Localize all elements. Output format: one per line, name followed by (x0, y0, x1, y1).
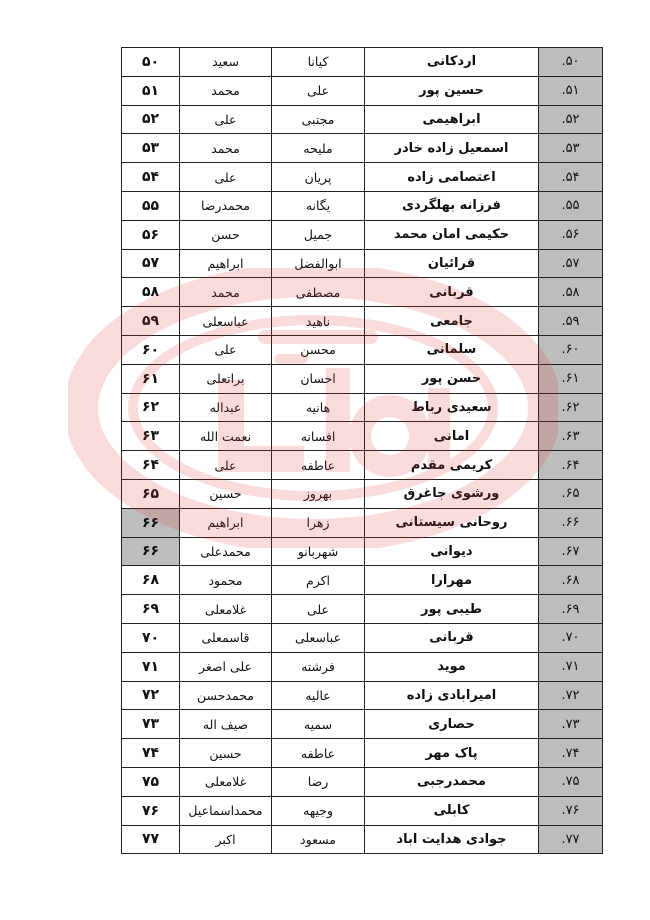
father-name-cell: علی (180, 105, 272, 134)
father-name-cell: محمد (180, 134, 272, 163)
table-row (122, 364, 603, 393)
row-number-badge: ۷۷ (122, 825, 180, 854)
father-name-cell: قاسمعلی (180, 623, 272, 652)
table-row (122, 249, 603, 278)
table-row (122, 739, 603, 768)
row-number-badge: ۵۷ (122, 249, 180, 278)
family-name-cell: قربانی (365, 623, 539, 652)
family-name-cell: امیرابادی زاده (365, 681, 539, 710)
row-number-badge: ۶۸ (122, 566, 180, 595)
family-name-cell: جامعی (365, 307, 539, 336)
family-name-cell: حکیمی امان محمد (365, 220, 539, 249)
first-name-cell: پریان (272, 163, 365, 192)
table-row (122, 825, 603, 854)
first-name-cell: عباسعلی (272, 623, 365, 652)
row-index-cell: ۷۷. (539, 825, 603, 854)
row-number-badge: ۷۳ (122, 710, 180, 739)
row-index-cell: ۷۱. (539, 652, 603, 681)
table-row (122, 335, 603, 364)
row-index-cell: ۵۱. (539, 76, 603, 105)
first-name-cell: مجتبی (272, 105, 365, 134)
family-name-cell: اردکانی (365, 48, 539, 77)
father-name-cell: غلامعلی (180, 595, 272, 624)
first-name-cell: شهربانو (272, 537, 365, 566)
father-name-cell: محمدعلی (180, 537, 272, 566)
row-index-cell: ۵۰. (539, 48, 603, 77)
family-name-cell: کریمی مقدم (365, 451, 539, 480)
row-index-cell: ۶۱. (539, 364, 603, 393)
table-row (122, 134, 603, 163)
row-index-cell: ۵۶. (539, 220, 603, 249)
row-index-cell: ۵۷. (539, 249, 603, 278)
family-name-cell: موید (365, 652, 539, 681)
family-name-cell: حصاری (365, 710, 539, 739)
family-name-cell: سلمانی (365, 335, 539, 364)
father-name-cell: علی اصغر (180, 652, 272, 681)
first-name-cell: ملیحه (272, 134, 365, 163)
father-name-cell: سعید (180, 48, 272, 77)
row-index-cell: ۷۶. (539, 796, 603, 825)
row-number-badge: ۶۰ (122, 335, 180, 364)
table-row (122, 652, 603, 681)
family-name-cell: روحانی سیستانی (365, 508, 539, 537)
table-row (122, 623, 603, 652)
father-name-cell: علی (180, 451, 272, 480)
father-name-cell: غلامعلی (180, 767, 272, 796)
father-name-cell: نعمت الله (180, 422, 272, 451)
father-name-cell: اکبر (180, 825, 272, 854)
first-name-cell: هانیه (272, 393, 365, 422)
table-row (122, 191, 603, 220)
row-number-badge: ۵۹ (122, 307, 180, 336)
father-name-cell: عبداله (180, 393, 272, 422)
first-name-cell: زهرا (272, 508, 365, 537)
family-name-cell: امانی (365, 422, 539, 451)
table-row (122, 681, 603, 710)
father-name-cell: علی (180, 335, 272, 364)
table-row (122, 796, 603, 825)
first-name-cell: سمیه (272, 710, 365, 739)
family-name-cell: کابلی (365, 796, 539, 825)
row-number-badge: ۵۲ (122, 105, 180, 134)
family-name-cell: فرزانه بهلگردی (365, 191, 539, 220)
row-index-cell: ۶۷. (539, 537, 603, 566)
table-row (122, 566, 603, 595)
first-name-cell: احسان (272, 364, 365, 393)
row-number-badge: ۶۵ (122, 479, 180, 508)
row-number-badge: ۵۴ (122, 163, 180, 192)
row-index-cell: ۷۳. (539, 710, 603, 739)
family-name-cell: ابراهیمی (365, 105, 539, 134)
row-index-cell: ۶۰. (539, 335, 603, 364)
row-number-badge: ۷۰ (122, 623, 180, 652)
first-name-cell: اکرم (272, 566, 365, 595)
first-name-cell: یگانه (272, 191, 365, 220)
table-row (122, 479, 603, 508)
family-name-cell: اعتصامی زاده (365, 163, 539, 192)
row-number-badge: ۶۴ (122, 451, 180, 480)
row-index-cell: ۶۲. (539, 393, 603, 422)
father-name-cell: عباسعلی (180, 307, 272, 336)
first-name-cell: عالیه (272, 681, 365, 710)
row-index-cell: ۷۵. (539, 767, 603, 796)
father-name-cell: صیف اله (180, 710, 272, 739)
row-number-badge: ۷۴ (122, 739, 180, 768)
first-name-cell: کیانا (272, 48, 365, 77)
table-row (122, 393, 603, 422)
row-number-badge: ۵۵ (122, 191, 180, 220)
row-number-badge: ۷۱ (122, 652, 180, 681)
row-number-badge: ۶۹ (122, 595, 180, 624)
row-number-badge: ۶۱ (122, 364, 180, 393)
row-number-badge: ۶۶ (122, 508, 180, 537)
family-name-cell: محمدرجبی (365, 767, 539, 796)
row-index-cell: ۵۲. (539, 105, 603, 134)
first-name-cell: جمیل (272, 220, 365, 249)
father-name-cell: حسن (180, 220, 272, 249)
table-row (122, 451, 603, 480)
first-name-cell: مصطفی (272, 278, 365, 307)
first-name-cell: عاطفه (272, 451, 365, 480)
row-number-badge: ۶۶ (122, 537, 180, 566)
table-row (122, 278, 603, 307)
row-number-badge: ۷۲ (122, 681, 180, 710)
family-name-cell: پاک مهر (365, 739, 539, 768)
row-index-cell: ۵۸. (539, 278, 603, 307)
table-row (122, 508, 603, 537)
row-index-cell: ۶۳. (539, 422, 603, 451)
table-row (122, 537, 603, 566)
row-index-cell: ۷۴. (539, 739, 603, 768)
table-row (122, 220, 603, 249)
first-name-cell: مسعود (272, 825, 365, 854)
first-name-cell: محسن (272, 335, 365, 364)
row-number-badge: ۵۰ (122, 48, 180, 77)
row-number-badge: ۵۱ (122, 76, 180, 105)
family-name-cell: قربانی (365, 278, 539, 307)
table-row (122, 76, 603, 105)
father-name-cell: ابراهیم (180, 249, 272, 278)
father-name-cell: محمود (180, 566, 272, 595)
first-name-cell: بهروز (272, 479, 365, 508)
father-name-cell: محمد (180, 76, 272, 105)
table-row (122, 422, 603, 451)
first-name-cell: علی (272, 76, 365, 105)
first-name-cell: رضا (272, 767, 365, 796)
family-name-cell: جوادی هدایت اباد (365, 825, 539, 854)
row-index-cell: ۵۴. (539, 163, 603, 192)
row-index-cell: ۶۵. (539, 479, 603, 508)
row-number-badge: ۵۶ (122, 220, 180, 249)
table-row (122, 767, 603, 796)
father-name-cell: محمدرضا (180, 191, 272, 220)
first-name-cell: افسانه (272, 422, 365, 451)
father-name-cell: محمدحسن (180, 681, 272, 710)
first-name-cell: فرشته (272, 652, 365, 681)
family-name-cell: ورشوی جاغرق (365, 479, 539, 508)
family-name-cell: اسمعیل زاده خادر (365, 134, 539, 163)
father-name-cell: حسین (180, 739, 272, 768)
father-name-cell: حسین (180, 479, 272, 508)
row-number-badge: ۵۸ (122, 278, 180, 307)
first-name-cell: عاطفه (272, 739, 365, 768)
row-index-cell: ۵۵. (539, 191, 603, 220)
row-number-badge: ۷۵ (122, 767, 180, 796)
table-row (122, 595, 603, 624)
first-name-cell: علی (272, 595, 365, 624)
table-row (122, 710, 603, 739)
family-name-cell: حسن پور (365, 364, 539, 393)
family-name-cell: حسین پور (365, 76, 539, 105)
father-name-cell: علی (180, 163, 272, 192)
row-number-badge: ۵۳ (122, 134, 180, 163)
father-name-cell: براتعلی (180, 364, 272, 393)
father-name-cell: ابراهیم (180, 508, 272, 537)
roster-body (122, 48, 603, 854)
row-number-badge: ۶۲ (122, 393, 180, 422)
row-number-badge: ۷۶ (122, 796, 180, 825)
table-row (122, 163, 603, 192)
first-name-cell: ناهید (272, 307, 365, 336)
table-row (122, 48, 603, 77)
row-index-cell: ۶۹. (539, 595, 603, 624)
roster-table (121, 47, 603, 854)
row-index-cell: ۶۴. (539, 451, 603, 480)
family-name-cell: قرائیان (365, 249, 539, 278)
family-name-cell: سعیدی رباط (365, 393, 539, 422)
first-name-cell: ابوالفضل (272, 249, 365, 278)
row-index-cell: ۶۶. (539, 508, 603, 537)
row-index-cell: ۶۸. (539, 566, 603, 595)
row-number-badge: ۶۳ (122, 422, 180, 451)
family-name-cell: مهرارا (365, 566, 539, 595)
table-row (122, 307, 603, 336)
row-index-cell: ۷۰. (539, 623, 603, 652)
row-index-cell: ۵۳. (539, 134, 603, 163)
family-name-cell: طیبی پور (365, 595, 539, 624)
row-index-cell: ۷۲. (539, 681, 603, 710)
father-name-cell: محمداسماعیل (180, 796, 272, 825)
row-index-cell: ۵۹. (539, 307, 603, 336)
father-name-cell: محمد (180, 278, 272, 307)
table-row (122, 105, 603, 134)
first-name-cell: وجیهه (272, 796, 365, 825)
family-name-cell: دیوانی (365, 537, 539, 566)
